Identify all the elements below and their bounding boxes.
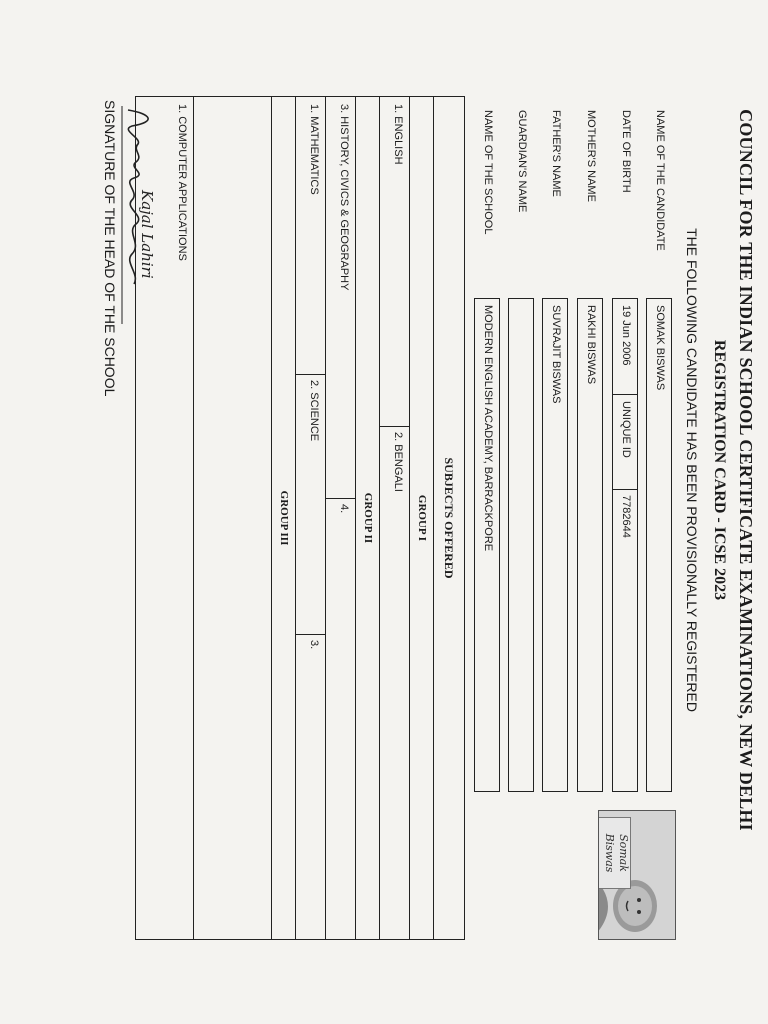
subjects-heading: SUBJECTS OFFERED bbox=[442, 457, 456, 579]
dob-label: DATE OF BIRTH bbox=[620, 110, 632, 193]
group2-subject-2: 2. SCIENCE bbox=[308, 380, 320, 442]
head-signature: Kajal Lahiri bbox=[138, 190, 156, 279]
group1-subject-2: 2. BENGALI bbox=[392, 432, 404, 492]
guardian-name-label: GUARDIAN'S NAME bbox=[516, 110, 528, 213]
dob-divider bbox=[613, 394, 637, 395]
card-subtitle: REGISTRATION CARD - ICSE 2023 bbox=[711, 339, 728, 601]
candidate-name-label: NAME OF THE CANDIDATE bbox=[654, 110, 666, 251]
candidate-photo bbox=[598, 810, 676, 940]
school-name-value: MODERN ENGLISH ACADEMY, BARRACKPORE bbox=[482, 305, 494, 552]
group2-subject-4: 4. bbox=[338, 504, 350, 514]
subjects-heading-rule bbox=[433, 96, 434, 940]
father-name-value: SUVRAJIT BISWAS bbox=[550, 305, 562, 404]
group1-label: GROUP I bbox=[416, 494, 428, 542]
group2-mid-rule bbox=[325, 96, 326, 940]
photo-signature: Somak Biswas bbox=[598, 817, 631, 889]
head-signature-caption: SIGNATURE OF THE HEAD OF THE SCHOOL bbox=[102, 100, 118, 397]
dob-value: 19 Jun 2006 bbox=[620, 305, 632, 366]
uid-label: UNIQUE ID bbox=[620, 401, 632, 458]
group2-divider-b bbox=[296, 374, 326, 375]
group3-mid-rule bbox=[193, 96, 194, 940]
mother-name-label: MOTHER'S NAME bbox=[585, 110, 597, 202]
registration-notice: THE FOLLOWING CANDIDATE HAS BEEN PROVISIONALLY REGISTERED bbox=[684, 228, 700, 712]
school-name-box bbox=[474, 298, 500, 792]
group2-divider-c bbox=[296, 634, 326, 635]
group2-subject-3b: 3. bbox=[308, 640, 320, 650]
group2-divider-a bbox=[326, 498, 356, 499]
group2-label: GROUP II bbox=[362, 492, 374, 544]
mother-name-box bbox=[577, 298, 603, 792]
candidate-name-box bbox=[646, 298, 672, 792]
council-title: COUNCIL FOR THE INDIAN SCHOOL CERTIFICATE EXAMINATIONS, NEW DELHI bbox=[736, 109, 756, 831]
group2-subject-1: 1. MATHEMATICS bbox=[308, 104, 320, 195]
guardian-name-box bbox=[508, 298, 534, 792]
school-name-label: NAME OF THE SCHOOL bbox=[482, 110, 494, 235]
group1-subject-1: 1. ENGLISH bbox=[392, 104, 404, 165]
group1-divider bbox=[380, 426, 410, 427]
dob-uid-box bbox=[612, 298, 638, 792]
group2-rule bbox=[355, 96, 356, 940]
mother-name-value: RAKHI BISWAS bbox=[585, 305, 597, 385]
group3-rule bbox=[271, 96, 272, 940]
group2-bottom-rule bbox=[295, 96, 296, 940]
uid-divider bbox=[613, 489, 637, 490]
group3-label: GROUP III bbox=[278, 490, 290, 546]
group1-bottom-rule bbox=[379, 96, 380, 940]
father-name-label: FATHER'S NAME bbox=[550, 110, 562, 197]
candidate-name-value: SOMAK BISWAS bbox=[654, 305, 666, 391]
uid-value: 7782644 bbox=[620, 495, 632, 538]
father-name-box bbox=[542, 298, 568, 792]
group2-subject-3: 3. HISTORY, CIVICS & GEOGRAPHY bbox=[338, 104, 350, 291]
group1-rule bbox=[409, 96, 410, 940]
group3-subject-1: 1. COMPUTER APPLICATIONS bbox=[176, 104, 188, 261]
